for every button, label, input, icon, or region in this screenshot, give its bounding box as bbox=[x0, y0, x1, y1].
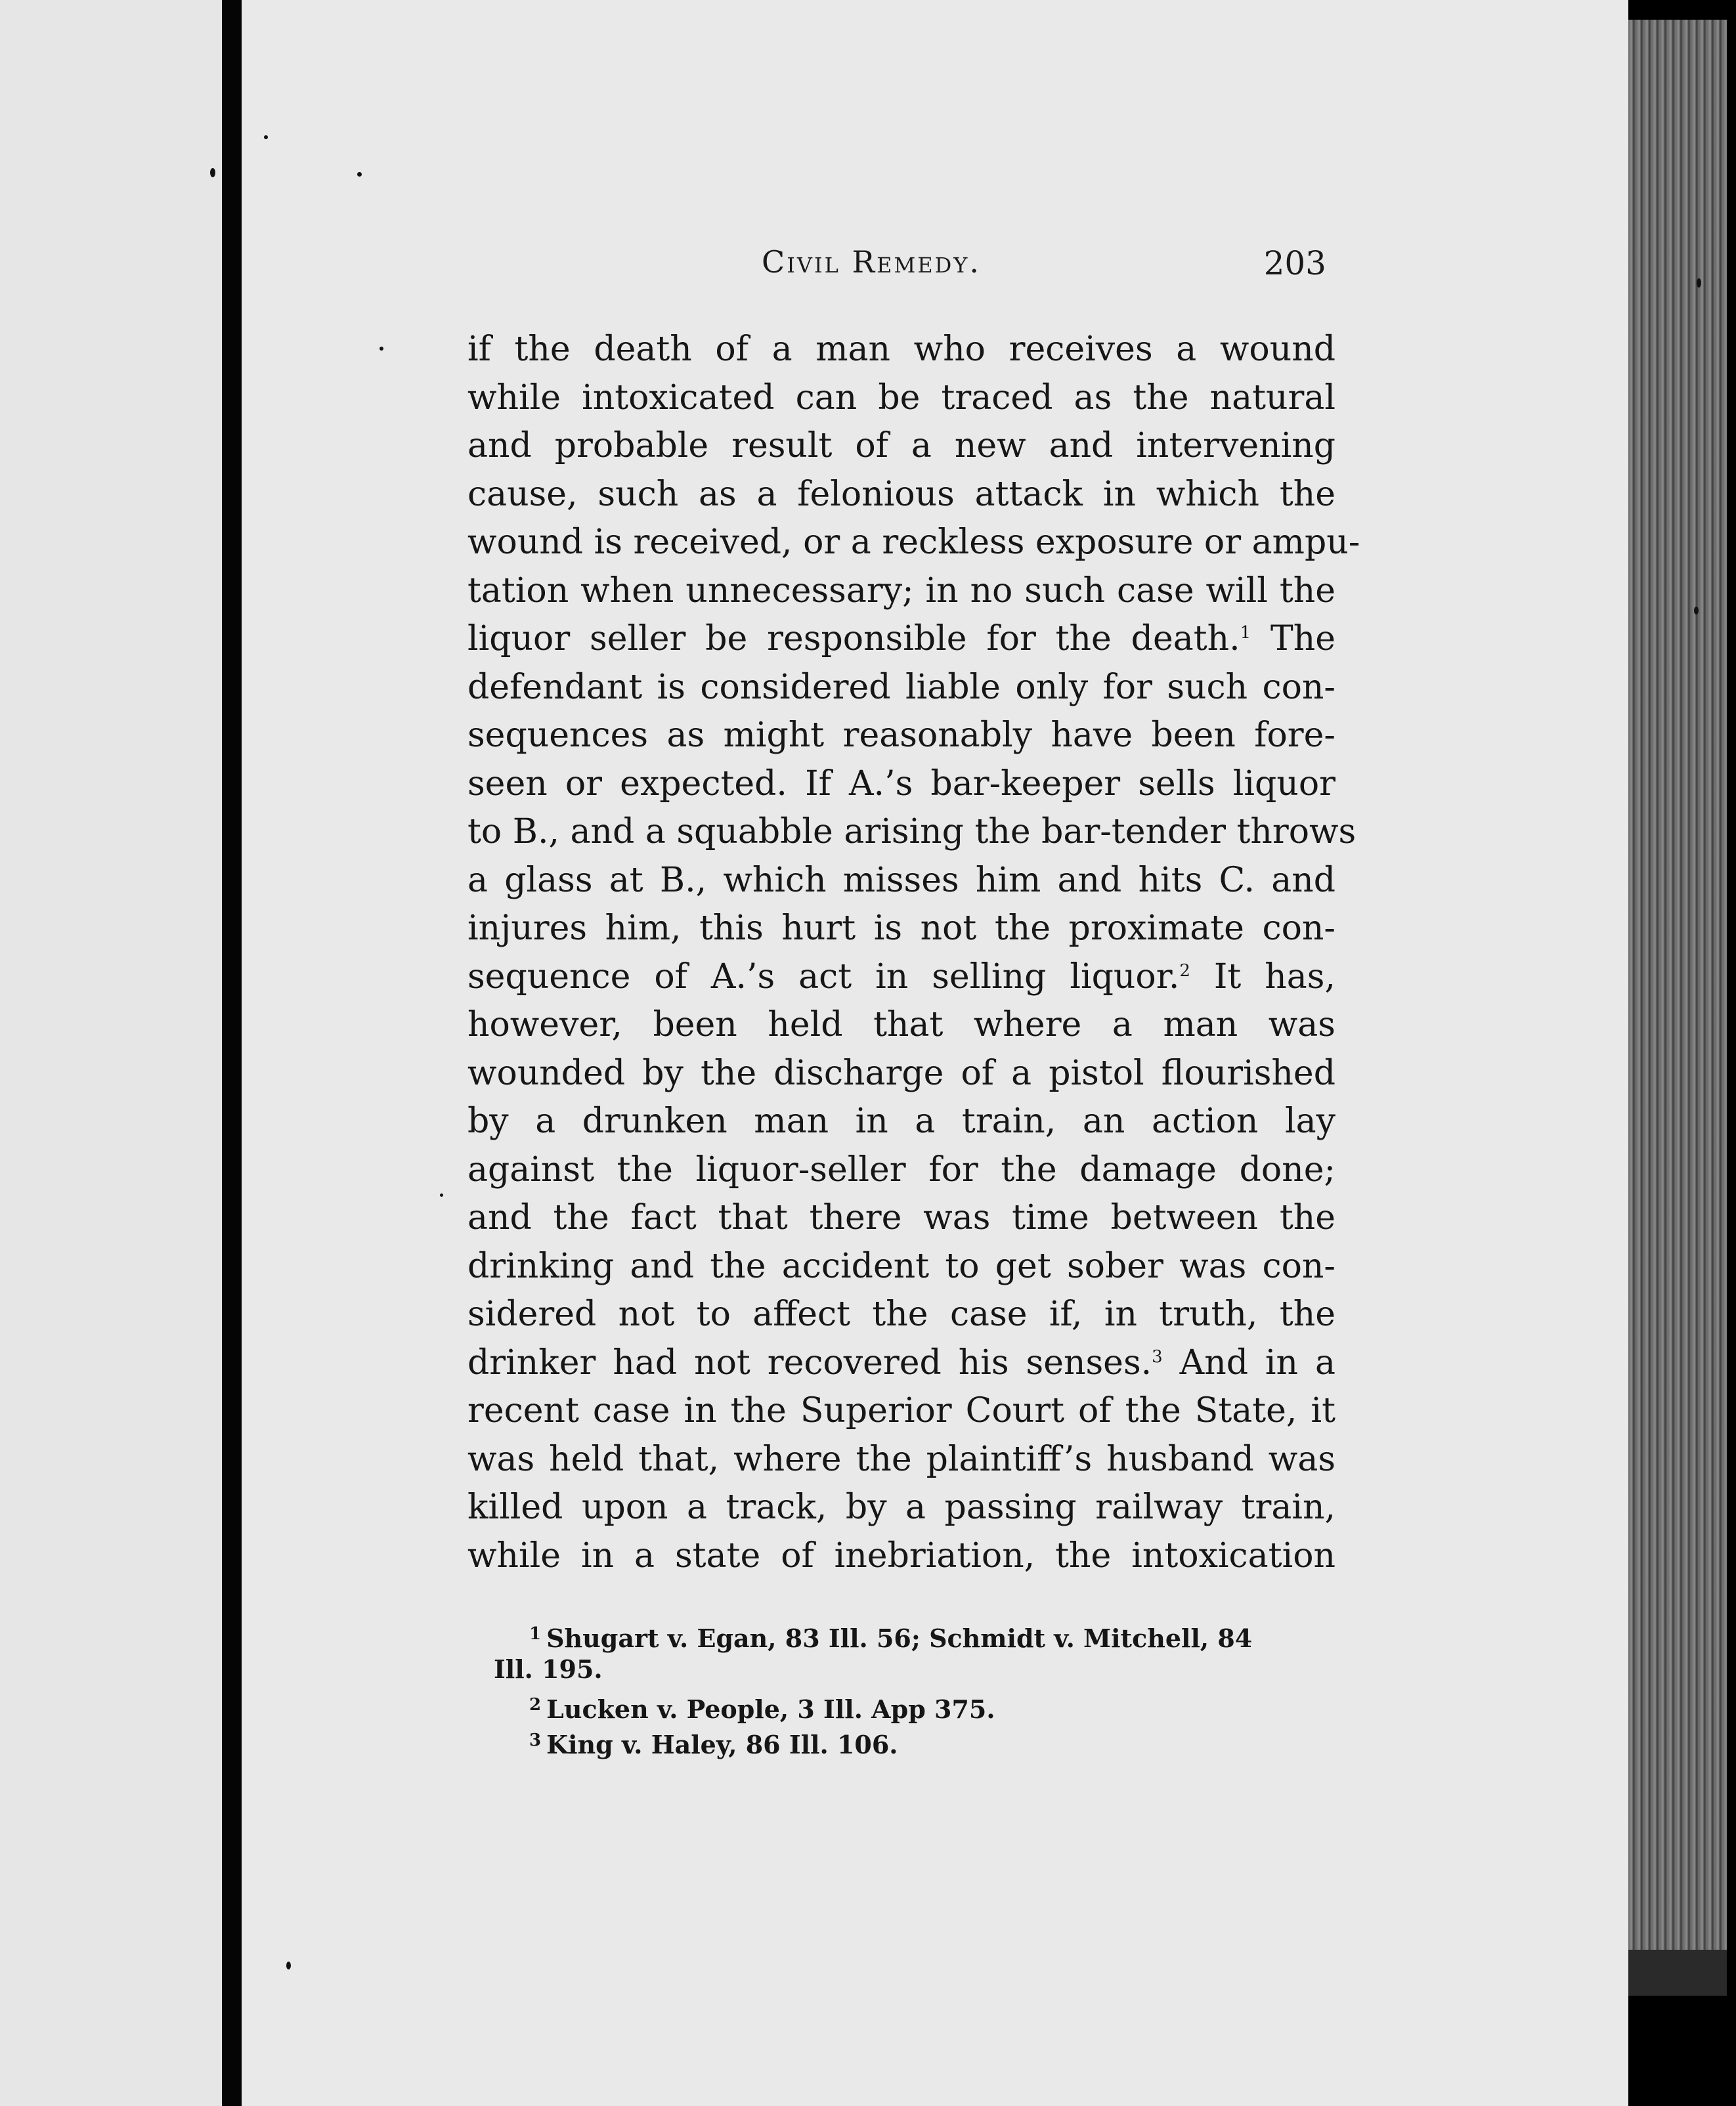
text-line: however, been held that where a man was bbox=[467, 1005, 1335, 1044]
text-line: to B., and a squabble arising the bar-tender throws bbox=[467, 812, 1356, 851]
book-gutter bbox=[222, 0, 242, 2106]
text-line: while in a state of inebriation, the intoxication bbox=[467, 1536, 1335, 1576]
page-number: 203 bbox=[1263, 244, 1326, 282]
running-head-title: Civil Remedy. bbox=[762, 244, 981, 280]
scan-speck bbox=[1697, 278, 1701, 288]
text-line: a glass at B., which misses him and hits C. and bbox=[467, 860, 1335, 900]
body-text bbox=[467, 326, 1360, 1580]
scan-speck bbox=[1694, 607, 1699, 614]
scan-speck bbox=[380, 347, 383, 351]
text-line: wound is received, or a reckless exposure or ampu- bbox=[467, 523, 1360, 562]
text-line: sequences as might reasonably have been fore- bbox=[467, 716, 1335, 755]
text-line: tation when unnecessary; in no such case will the bbox=[467, 570, 1335, 611]
text-line: sidered not to affect the case if, in truth, the bbox=[467, 1295, 1335, 1334]
text-line: and probable result of a new and intervening bbox=[467, 426, 1335, 465]
text-line: wounded by the discharge of a pistol flourished bbox=[467, 1053, 1335, 1093]
text-line: recent case in the Superior Court of the State, it bbox=[467, 1391, 1335, 1430]
text-line: by a drunken man in a train, an action lay bbox=[467, 1102, 1335, 1141]
footnote: $^2$ Lucken v. People, 3 Ill. App 375. bbox=[529, 1694, 995, 1724]
text-line: sequence of A.’s act in selling liquor.$^2$ It has, bbox=[467, 956, 1336, 997]
text-line: drinking and the accident to get sober was con- bbox=[467, 1246, 1335, 1286]
footnote-continuation: Ill. 195. bbox=[494, 1654, 603, 1684]
footnote-reference[interactable]: 2 bbox=[1179, 960, 1190, 981]
text-line: defendant is considered liable only for such con- bbox=[467, 667, 1335, 707]
text-line: cause, such as a felonious attack in which the bbox=[467, 474, 1335, 514]
footnote-marker: 3 bbox=[529, 1730, 542, 1750]
footnote: $^3$ King v. Haley, 86 Ill. 106. bbox=[529, 1730, 898, 1759]
footnote-marker: 2 bbox=[529, 1695, 542, 1715]
facing-page bbox=[0, 0, 222, 2106]
text-line: injures him, this hurt is not the proximate con- bbox=[467, 909, 1335, 948]
text-line: if the death of a man who receives a wound bbox=[467, 330, 1335, 369]
text-line: seen or expected. If A.’s bar-keeper sells liquor bbox=[467, 763, 1335, 804]
scan-speck bbox=[210, 168, 215, 177]
text-line: while intoxicated can be traced as the natural bbox=[467, 377, 1335, 418]
scan-speck bbox=[286, 1962, 291, 1969]
footnote-reference[interactable]: 3 bbox=[1152, 1346, 1163, 1367]
text-line: liquor seller be responsible for the death.$^1$ The bbox=[467, 619, 1335, 658]
scan-speck bbox=[440, 1193, 443, 1197]
page-edges bbox=[1628, 20, 1727, 1950]
footnote: $^1$ Shugart v. Egan, 83 Ill. 56; Schmidt v. Mitchell, 84 bbox=[529, 1623, 1253, 1653]
text-line: against the liquor-seller for the damage done; bbox=[467, 1150, 1335, 1190]
footnote-reference[interactable]: 1 bbox=[1240, 623, 1251, 643]
footnotes bbox=[494, 1616, 1308, 1758]
text-line: killed upon a track, by a passing railway train, bbox=[467, 1488, 1335, 1527]
text-line: drinker had not recovered his senses.$^3$ And in a bbox=[467, 1343, 1335, 1383]
scan-speck bbox=[264, 135, 268, 139]
text-line: and the fact that there was time between the bbox=[467, 1198, 1335, 1237]
scan-speck bbox=[357, 172, 362, 177]
footnote-marker: 1 bbox=[529, 1624, 542, 1644]
text-line: was held that, where the plaintiff’s husband was bbox=[467, 1439, 1335, 1479]
running-head bbox=[762, 244, 1418, 297]
page-edges-shadow bbox=[1628, 1950, 1727, 1996]
